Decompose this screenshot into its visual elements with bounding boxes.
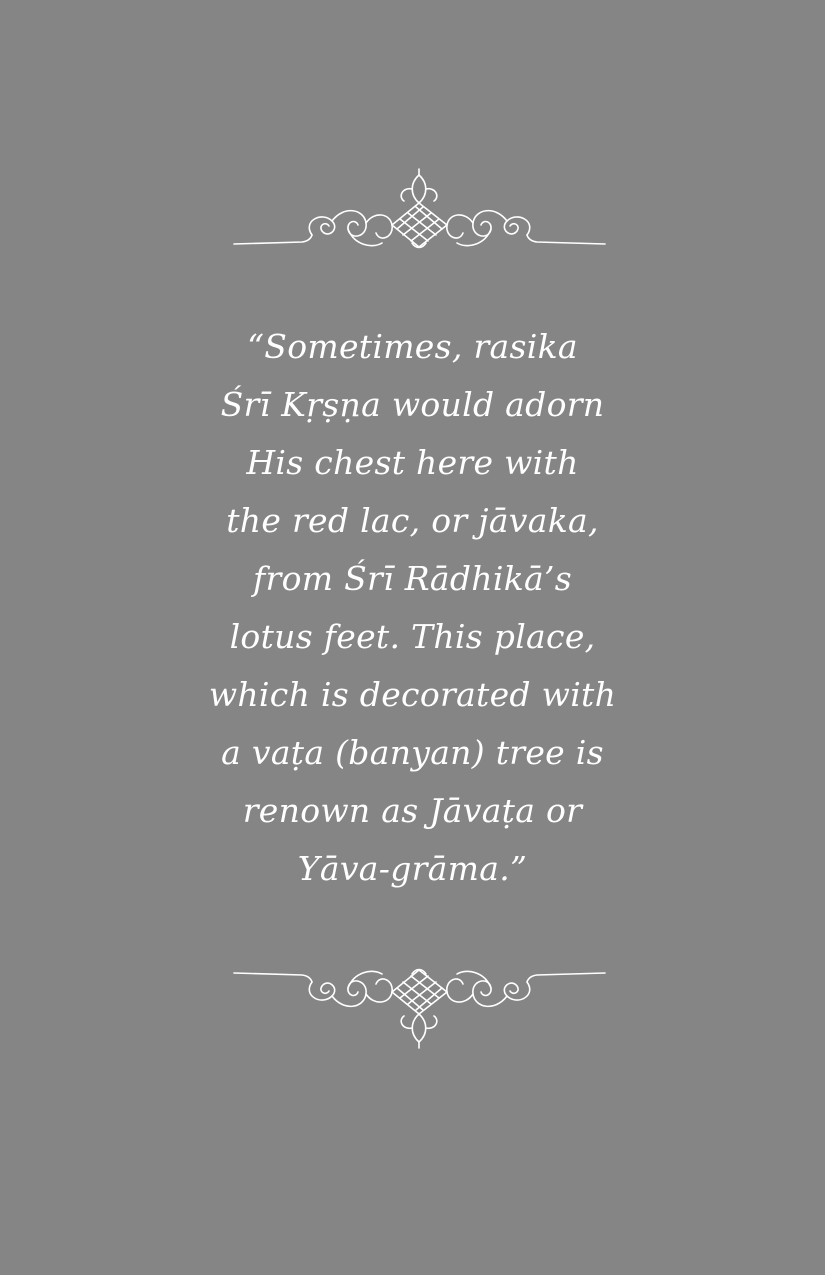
quote-line: the red lac, or jāvaka, <box>226 501 599 540</box>
quote-line: from Śrī Rādhikā’s <box>252 559 572 598</box>
quote-line: Śrī Kṛṣṇa would adorn <box>220 385 605 424</box>
quote-line: which is decorated with <box>208 675 617 714</box>
bottom-flourish-divider-icon <box>232 962 607 1052</box>
quote-line: renown as Jāvaṭa or <box>242 791 583 830</box>
quote-line: Yāva-grāma.” <box>297 849 528 888</box>
quote-line: “Sometimes, rasika <box>247 327 578 366</box>
quote-text <box>200 318 625 898</box>
top-flourish-divider-icon <box>232 165 607 255</box>
quote-line: a vaṭa (banyan) tree is <box>221 733 604 772</box>
quote-line: His chest here with <box>246 443 579 482</box>
quote-line: lotus feet. This place, <box>229 617 596 656</box>
